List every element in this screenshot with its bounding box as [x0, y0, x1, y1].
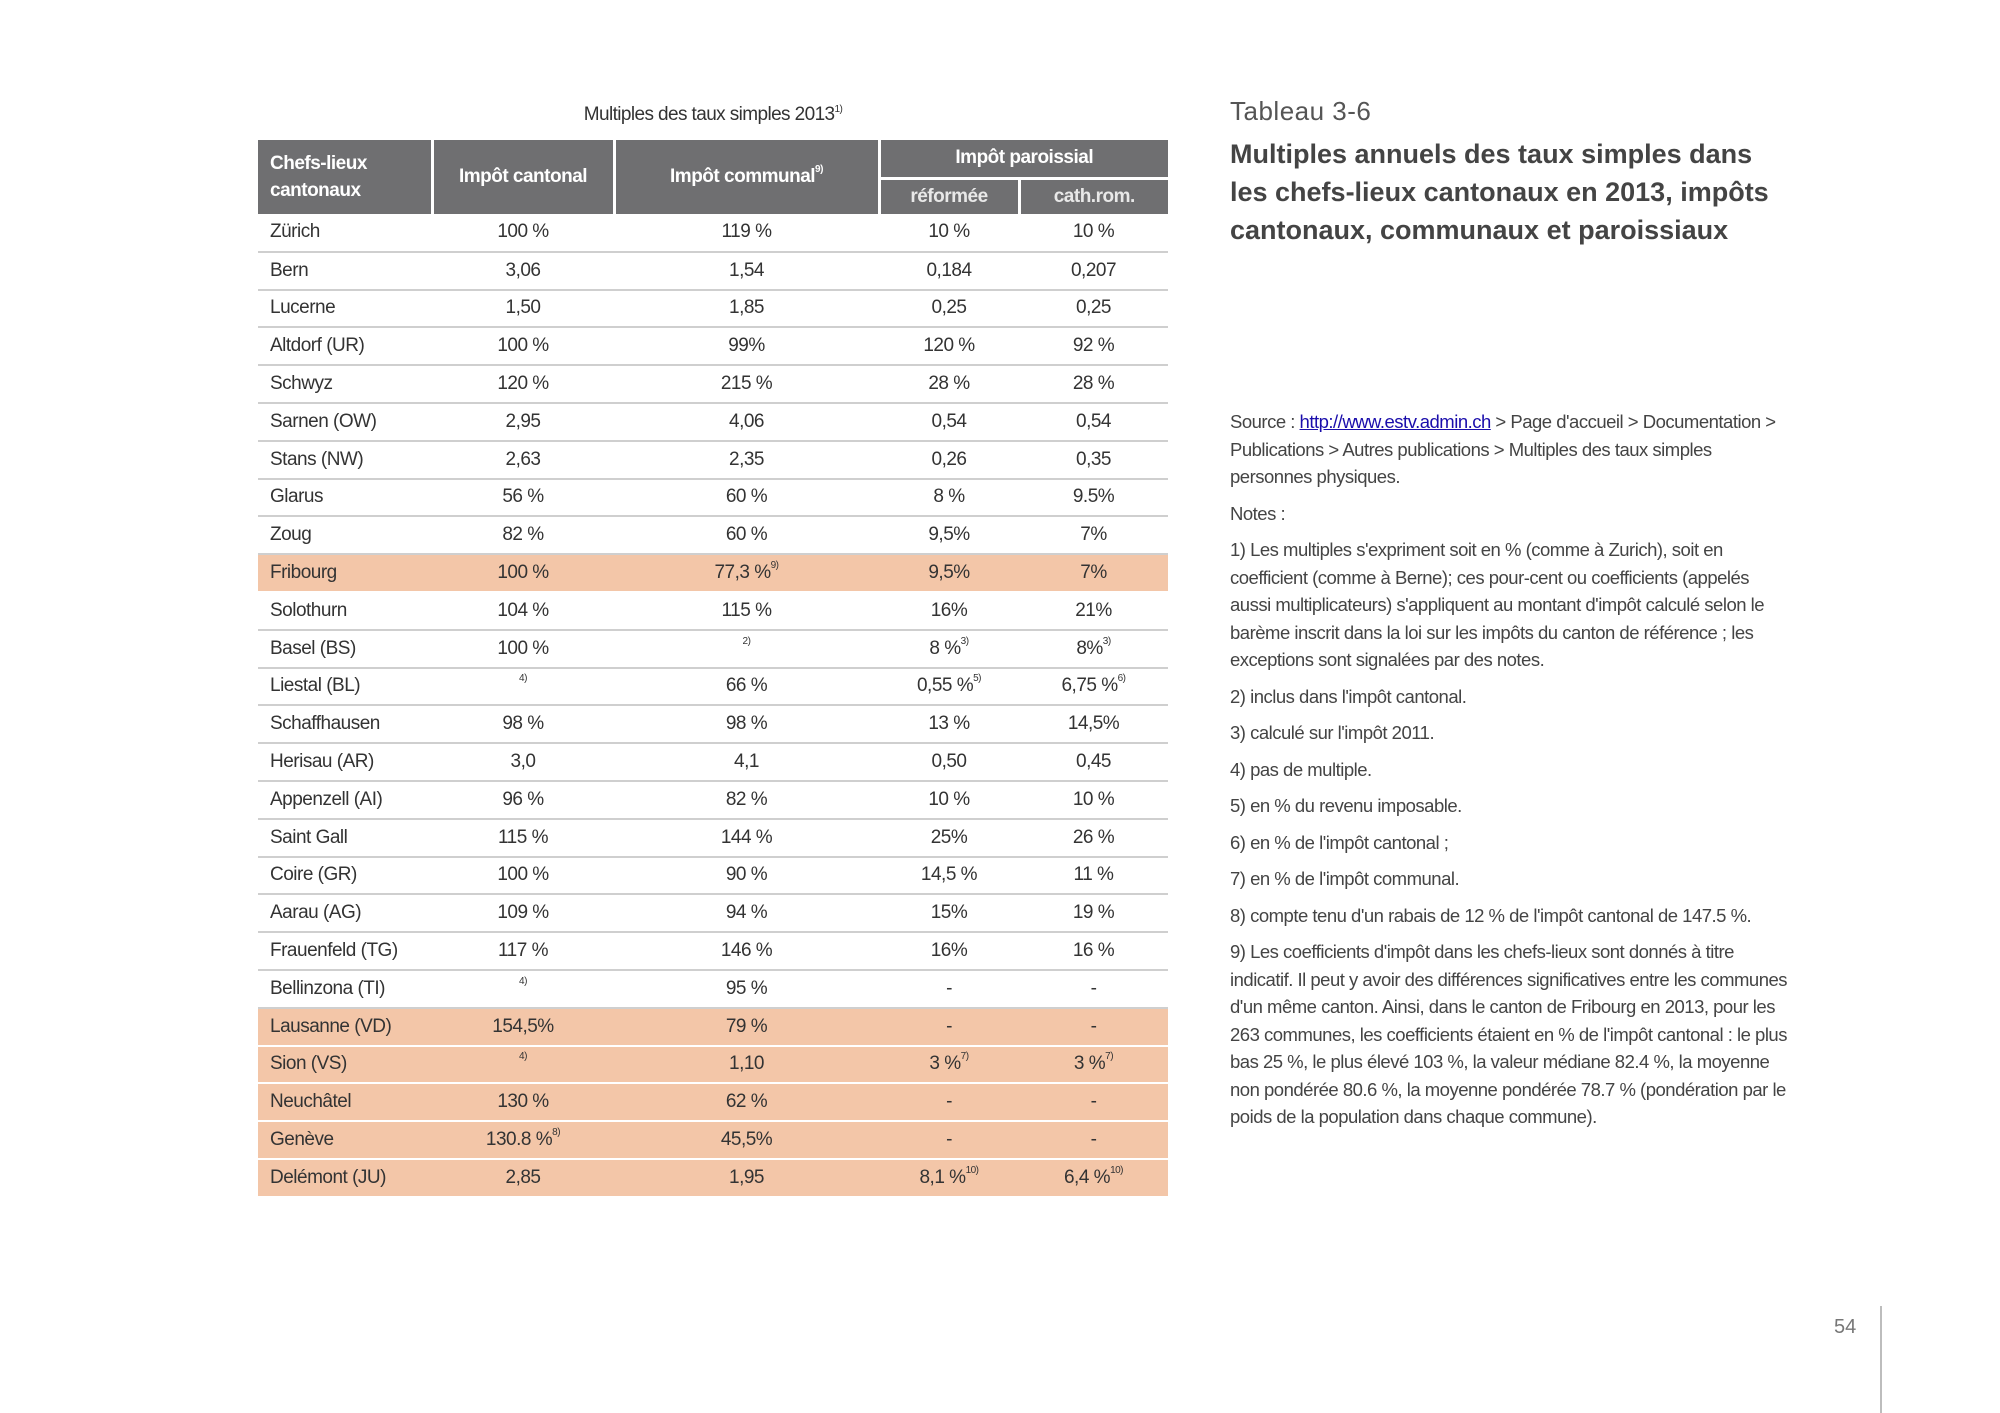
table-body	[258, 214, 1168, 1197]
cell-city: Altdorf (UR)	[258, 327, 432, 365]
cell-cantonal: 115 %	[432, 819, 614, 857]
note-item: 2) inclus dans l'impôt cantonal.	[1230, 685, 1467, 707]
cell-communal: 99%	[614, 327, 879, 365]
cell-cantonal: 109 %	[432, 894, 614, 932]
note-item: 3) calculé sur l'impôt 2011.	[1230, 722, 1435, 743]
cell-cantonal: 100 %	[432, 327, 614, 365]
cell-city: Zoug	[258, 516, 432, 554]
cell-cathrom: 0,35	[1019, 441, 1168, 479]
tableau-title: Multiples annuels des taux simples dans les chefs-lieux cantonaux en 2013, impôts cantonaux, communaux et paroissiaux	[1230, 139, 1769, 245]
page-divider	[1880, 1306, 1882, 1413]
table-row	[258, 516, 1168, 554]
cell-reformee: 25%	[879, 819, 1019, 857]
cell-reformee: 0,55 %$^{5)}$	[879, 668, 1019, 706]
table-row	[258, 214, 1168, 252]
cell-reformee: -	[879, 970, 1019, 1008]
cell-communal: 1,85	[614, 290, 879, 328]
cell-city: Bellinzona (TI)	[258, 970, 432, 1008]
cell-reformee: -	[879, 1121, 1019, 1159]
table-caption: Multiples des taux simples 2013$^{1)}$	[583, 104, 843, 125]
table-row	[258, 1046, 1168, 1084]
source-link[interactable]: http://www.estv.admin.ch	[1299, 411, 1491, 432]
cell-cantonal: 98 %	[432, 705, 614, 743]
table-row	[258, 705, 1168, 743]
cell-communal: 45,5%	[614, 1121, 879, 1159]
cell-cathrom: 10 %	[1019, 781, 1168, 819]
cell-city: Sarnen (OW)	[258, 403, 432, 441]
cell-communal: 95 %	[614, 970, 879, 1008]
cell-cathrom: 26 %	[1019, 819, 1168, 857]
cell-city: Basel (BS)	[258, 630, 432, 668]
cell-cantonal: 100 %	[432, 857, 614, 895]
cell-communal: 62 %	[614, 1083, 879, 1121]
cell-cathrom: 8%$^{3)}$	[1019, 630, 1168, 668]
table-row	[258, 970, 1168, 1008]
cell-cantonal: 130 %	[432, 1083, 614, 1121]
cell-reformee: 10 %	[879, 781, 1019, 819]
source-line: Source : http://www.estv.admin.ch > Page d'accueil > Documentation > Publications > Autres publications > Multiples des taux simples personnes physiques.	[1230, 411, 1776, 487]
header-cantonal: Impôt cantonal	[432, 140, 614, 214]
cell-communal: 2)	[614, 630, 879, 668]
table-row	[258, 630, 1168, 668]
table-row	[258, 403, 1168, 441]
cell-city: Glarus	[258, 479, 432, 517]
cell-cathrom: 0,54	[1019, 403, 1168, 441]
cell-city: Aarau (AG)	[258, 894, 432, 932]
header-city: Chefs-lieux cantonaux	[258, 140, 432, 214]
table-row	[258, 1008, 1168, 1046]
cell-cantonal: 1,50	[432, 290, 614, 328]
cell-cantonal: 130.8 %$^{8)}$	[432, 1121, 614, 1159]
cell-cantonal: 2,85	[432, 1159, 614, 1197]
cell-cathrom: -	[1019, 1121, 1168, 1159]
notes-list	[1230, 536, 1790, 1131]
cell-cantonal: 154,5%	[432, 1008, 614, 1046]
cell-cathrom: 7%	[1019, 516, 1168, 554]
side-heading	[1230, 96, 1790, 249]
cell-cathrom: 7%	[1019, 554, 1168, 592]
cell-cathrom: 92 %	[1019, 327, 1168, 365]
table-row	[258, 1121, 1168, 1159]
table-row	[258, 290, 1168, 328]
cell-cathrom: 10 %	[1019, 214, 1168, 252]
cell-city: Lucerne	[258, 290, 432, 328]
cell-communal: 94 %	[614, 894, 879, 932]
cell-reformee: 0,54	[879, 403, 1019, 441]
cell-cathrom: 3 %$^{7)}$	[1019, 1046, 1168, 1084]
cell-reformee: 14,5 %	[879, 857, 1019, 895]
cell-reformee: 0,25	[879, 290, 1019, 328]
cell-city: Lausanne (VD)	[258, 1008, 432, 1046]
table-row	[258, 365, 1168, 403]
table-row	[258, 327, 1168, 365]
cell-reformee: 0,26	[879, 441, 1019, 479]
table-row	[258, 479, 1168, 517]
cell-communal: 60 %	[614, 479, 879, 517]
cell-cantonal: 56 %	[432, 479, 614, 517]
cell-reformee: 3 %$^{7)}$	[879, 1046, 1019, 1084]
cell-cathrom: 16 %	[1019, 932, 1168, 970]
table-row	[258, 441, 1168, 479]
cell-communal: 82 %	[614, 781, 879, 819]
tax-multiples-table	[258, 140, 1168, 1198]
cell-city: Liestal (BL)	[258, 668, 432, 706]
cell-cathrom: -	[1019, 1008, 1168, 1046]
cell-cantonal: 4)	[432, 1046, 614, 1084]
cell-cantonal: 2,95	[432, 403, 614, 441]
table-row	[258, 781, 1168, 819]
cell-reformee: 28 %	[879, 365, 1019, 403]
cell-reformee: 16%	[879, 932, 1019, 970]
header-paroissial: Impôt paroissial	[879, 140, 1168, 178]
cell-reformee: 15%	[879, 894, 1019, 932]
cell-city: Genève	[258, 1121, 432, 1159]
notes-heading: Notes :	[1230, 502, 1286, 524]
cell-reformee: 0,184	[879, 252, 1019, 290]
page-number: 54	[1834, 1316, 1857, 1338]
cell-communal: 115 %	[614, 592, 879, 630]
cell-communal: 146 %	[614, 932, 879, 970]
cell-cantonal: 117 %	[432, 932, 614, 970]
cell-cathrom: 0,25	[1019, 290, 1168, 328]
note-item: 7) en % de l'impôt communal.	[1230, 868, 1460, 889]
cell-communal: 1,95	[614, 1159, 879, 1197]
cell-city: Frauenfeld (TG)	[258, 932, 432, 970]
cell-communal: 215 %	[614, 365, 879, 403]
cell-communal: 1,10	[614, 1046, 879, 1084]
table-row	[258, 1159, 1168, 1197]
cell-city: Herisau (AR)	[258, 743, 432, 781]
cell-city: Solothurn	[258, 592, 432, 630]
cell-communal: 60 %	[614, 516, 879, 554]
cell-communal: 4,1	[614, 743, 879, 781]
cell-cathrom: 28 %	[1019, 365, 1168, 403]
cell-communal: 2,35	[614, 441, 879, 479]
cell-communal: 77,3 %$^{9)}$	[614, 554, 879, 592]
cell-communal: 66 %	[614, 668, 879, 706]
cell-cantonal: 100 %	[432, 630, 614, 668]
cell-reformee: 9,5%	[879, 516, 1019, 554]
table-row	[258, 592, 1168, 630]
cell-cathrom: 0,207	[1019, 252, 1168, 290]
cell-communal: 119 %	[614, 214, 879, 252]
cell-communal: 4,06	[614, 403, 879, 441]
cell-reformee: 13 %	[879, 705, 1019, 743]
cell-reformee: 120 %	[879, 327, 1019, 365]
header-reformee: réformée	[879, 178, 1019, 214]
cell-city: Neuchâtel	[258, 1083, 432, 1121]
cell-cantonal: 104 %	[432, 592, 614, 630]
cell-city: Coire (GR)	[258, 857, 432, 895]
header-cathrom: cath.rom.	[1019, 178, 1168, 214]
cell-city: Appenzell (AI)	[258, 781, 432, 819]
header-communal: Impôt communal$^{9)}$	[614, 140, 879, 214]
table-row	[258, 743, 1168, 781]
note-item: 1) Les multiples s'expriment soit en % (comme à Zurich), soit en coefficient (comme à Berne); ces pour-cent ou coefficients (appelés aussi multiplicateurs) s'appliquent au montant d'impôt calculé selon le barème inscrit dans la loi sur les impôts du canton de référence ; les exceptions sont signalées par des notes.	[1230, 539, 1765, 670]
note-item: 5) en % du revenu imposable.	[1230, 795, 1462, 816]
cell-reformee: -	[879, 1083, 1019, 1121]
cell-communal: 144 %	[614, 819, 879, 857]
cell-cathrom: 14,5%	[1019, 705, 1168, 743]
cell-cantonal: 100 %	[432, 214, 614, 252]
note-item: 6) en % de l'impôt cantonal ;	[1230, 831, 1449, 853]
cell-cantonal: 2,63	[432, 441, 614, 479]
cell-cantonal: 3,06	[432, 252, 614, 290]
table-row	[258, 857, 1168, 895]
note-item: 8) compte tenu d'un rabais de 12 % de l'impôt cantonal de 147.5 %.	[1230, 904, 1752, 926]
cell-communal: 98 %	[614, 705, 879, 743]
cell-cantonal: 3,0	[432, 743, 614, 781]
cell-reformee: 8,1 %$^{10)}$	[879, 1159, 1019, 1197]
cell-city: Bern	[258, 252, 432, 290]
cell-cantonal: 4)	[432, 970, 614, 1008]
cell-reformee: -	[879, 1008, 1019, 1046]
cell-cantonal: 120 %	[432, 365, 614, 403]
cell-reformee: 0,50	[879, 743, 1019, 781]
cell-communal: 79 %	[614, 1008, 879, 1046]
cell-city: Sion (VS)	[258, 1046, 432, 1084]
cell-reformee: 10 %	[879, 214, 1019, 252]
cell-city: Zürich	[258, 214, 432, 252]
table-row	[258, 252, 1168, 290]
cell-city: Fribourg	[258, 554, 432, 592]
cell-city: Schaffhausen	[258, 705, 432, 743]
cell-cantonal: 4)	[432, 668, 614, 706]
table-row	[258, 668, 1168, 706]
table-row	[258, 554, 1168, 592]
table-row	[258, 932, 1168, 970]
cell-communal: 1,54	[614, 252, 879, 290]
cell-reformee: 9,5%	[879, 554, 1019, 592]
cell-cathrom: -	[1019, 970, 1168, 1008]
note-item: 9) Les coefficients d'impôt dans les chefs-lieux sont donnés à titre indicatif. Il peut y avoir des différences significatives entre les communes d'un même canton. Ainsi, dans le canton de Fribourg en 2013, pour les 263 communes, les coefficients étaient en % de l'impôt cantonal : le plus bas 25 %, le plus élevé 103 %, la valeur médiane 82.4 %, la moyenne non pondérée 80.6 %, la moyenne pondérée 78.7 % (pondération par le poids de la population dans chaque commune).	[1230, 941, 1788, 1127]
cell-city: Delémont (JU)	[258, 1159, 432, 1197]
table-row	[258, 819, 1168, 857]
cell-cathrom: 9.5%	[1019, 479, 1168, 517]
cell-reformee: 8 %$^{3)}$	[879, 630, 1019, 668]
cell-city: Saint Gall	[258, 819, 432, 857]
cell-cathrom: 19 %	[1019, 894, 1168, 932]
cell-cantonal: 82 %	[432, 516, 614, 554]
cell-cathrom: 0,45	[1019, 743, 1168, 781]
cell-cathrom: 21%	[1019, 592, 1168, 630]
tableau-label: Tableau 3-6	[1230, 96, 1372, 126]
table-row	[258, 1083, 1168, 1121]
cell-cathrom: 6,4 %$^{10)}$	[1019, 1159, 1168, 1197]
cell-reformee: 8 %	[879, 479, 1019, 517]
cell-cantonal: 100 %	[432, 554, 614, 592]
cell-city: Stans (NW)	[258, 441, 432, 479]
cell-cathrom: -	[1019, 1083, 1168, 1121]
cell-cathrom: 11 %	[1019, 857, 1168, 895]
cell-cathrom: 6,75 %$^{6)}$	[1019, 668, 1168, 706]
cell-cantonal: 96 %	[432, 781, 614, 819]
notes-block	[1230, 408, 1790, 1140]
cell-reformee: 16%	[879, 592, 1019, 630]
cell-city: Schwyz	[258, 365, 432, 403]
table-row	[258, 894, 1168, 932]
note-item: 4) pas de multiple.	[1230, 758, 1372, 780]
cell-communal: 90 %	[614, 857, 879, 895]
